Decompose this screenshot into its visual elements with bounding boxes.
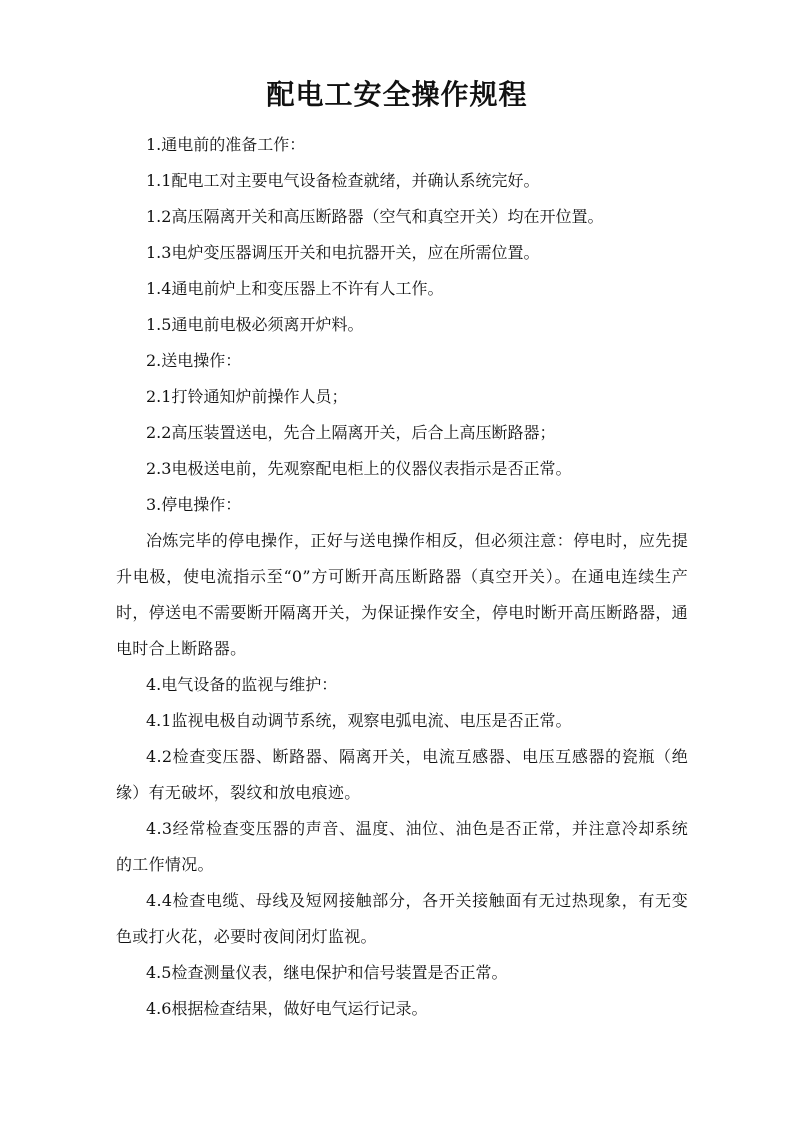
paragraph: 1.3电炉变压器调压开关和电抗器开关，应在所需位置。 (146, 243, 540, 262)
paragraph: 4.5检查测量仪表，继电保护和信号装置是否正常。 (146, 963, 508, 982)
document-body (116, 127, 688, 1027)
paragraph: 1.2高压隔离开关和高压断路器（空气和真空开关）均在开位置。 (146, 207, 604, 226)
section-heading: 2.送电操作： (146, 351, 242, 370)
paragraph: 冶炼完毕的停电操作，正好与送电操作相反，但必须注意：停电时，应先提 升电极，使电流指示至“0”方可断开高压断路器（真空开关）。在通电连续生产 时，停送电不需要断开隔离开关，为保证操作安全，停电时断开高压断路器，通 电时合上断路器。 (116, 531, 688, 658)
paragraph: 2.3电极送电前，先观察配电柜上的仪器仪表指示是否正常。 (146, 459, 572, 478)
paragraph: 4.1监视电极自动调节系统，观察电弧电流、电压是否正常。 (146, 711, 572, 730)
paragraph: 4.6根据检查结果，做好电气运行记录。 (146, 999, 428, 1018)
section-heading: 1.通电前的准备工作： (146, 135, 306, 154)
paragraph: 2.2高压装置送电，先合上隔离开关，后合上高压断路器； (146, 423, 556, 442)
section-heading: 4.电气设备的监视与维护： (146, 675, 338, 694)
section-heading: 3.停电操作： (146, 495, 242, 514)
paragraph: 1.4通电前炉上和变压器上不许有人工作。 (146, 279, 444, 298)
paragraph: 4.2检查变压器、断路器、隔离开关，电流互感器、电压互感器的瓷瓶（绝缘）有无破坏，裂纹和放电痕迹。 (116, 747, 688, 802)
paragraph: 4.3经常检查变压器的声音、温度、油位、油色是否正常，并注意冷却系统的工作情况。 (116, 819, 688, 874)
paragraph: 2.1打铃通知炉前操作人员； (146, 387, 348, 406)
paragraph: 1.1配电工对主要电气设备检查就绪，并确认系统完好。 (146, 171, 540, 190)
paragraph: 4.4检查电缆、母线及短网接触部分，各开关接触面有无过热现象，有无变色或打火花，必要时夜间闭灯监视。 (116, 891, 688, 946)
document-title: 配电工安全操作规程 (266, 78, 528, 111)
paragraph: 1.5通电前电极必须离开炉料。 (146, 315, 364, 334)
